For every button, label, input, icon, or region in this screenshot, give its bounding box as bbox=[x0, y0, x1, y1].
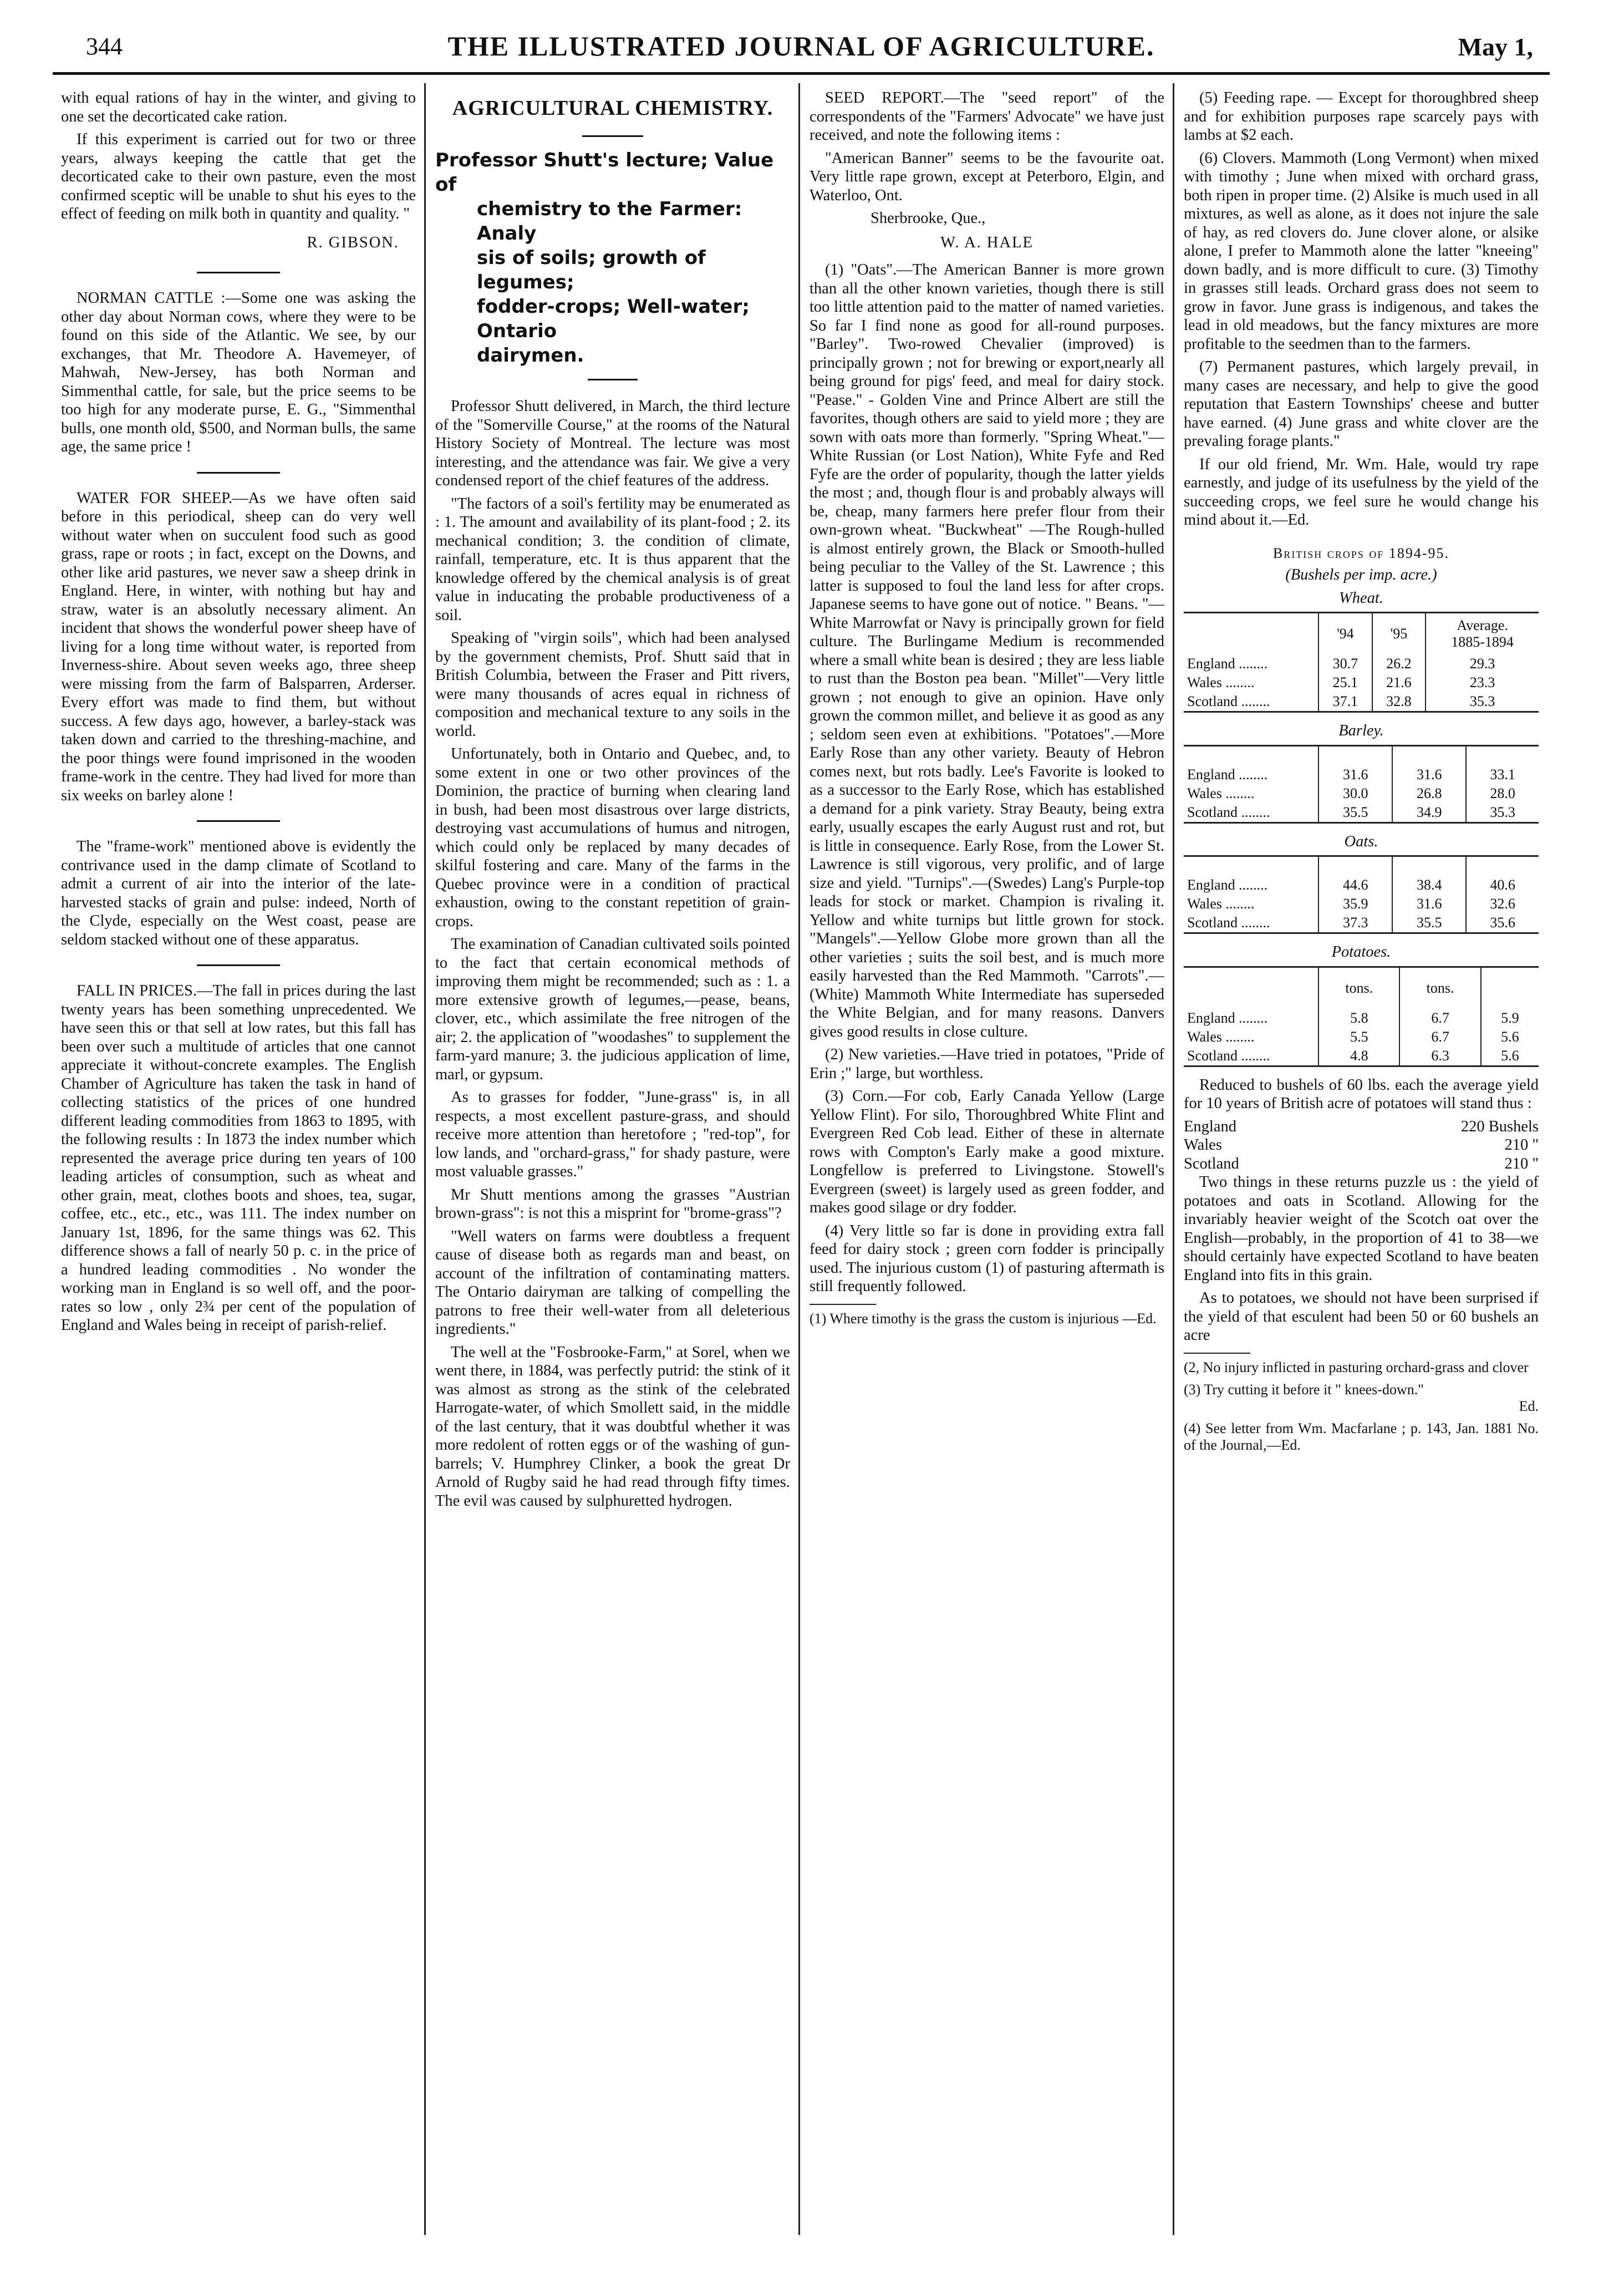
separator bbox=[197, 820, 280, 822]
value-cell: 4.8 bbox=[1318, 1047, 1399, 1066]
table-row bbox=[1184, 654, 1539, 673]
country-cell: England ........ bbox=[1187, 1009, 1268, 1026]
table-header-row bbox=[1184, 745, 1539, 765]
list-item: England 220 Bushels bbox=[1184, 1117, 1539, 1135]
footnote-rule bbox=[810, 1304, 876, 1305]
table-header-row bbox=[1184, 856, 1539, 876]
separator bbox=[197, 964, 280, 966]
column-1 bbox=[61, 89, 416, 2252]
crop-table bbox=[1184, 612, 1539, 713]
value-cell: 5.6 bbox=[1481, 1028, 1539, 1047]
column-rule bbox=[798, 83, 800, 2235]
paragraph: "American Banner" seems to be the favourite oat. Very little rape grown, except at Peterboro, Elgin, and Waterloo, Ont. bbox=[810, 149, 1164, 204]
table-header-cell bbox=[1184, 745, 1318, 765]
table-header-cell bbox=[1318, 745, 1392, 765]
column-rule bbox=[1173, 83, 1174, 2235]
country-cell: Wales ........ bbox=[1187, 896, 1255, 912]
value-cell: 38.4 bbox=[1392, 876, 1466, 895]
value-cell: 35.5 bbox=[1392, 913, 1466, 933]
value-cell: 21.6 bbox=[1372, 673, 1426, 692]
column-2 bbox=[435, 89, 790, 2252]
potato-yield-list bbox=[1184, 1117, 1539, 1174]
country-cell: England ........ bbox=[1187, 656, 1268, 672]
paragraph: (1) "Oats".—The American Banner is more grown than all the other known varieties, though there is still too little attention paid to the matter of named varieties. So far I find none as good for all-round purposes. "Barley". Two-rowed Chevalier (improved) is principally grown ; not for brewing or export,nearly all being ground for pigs' feed, and meal for dairy stock. "Pease." - Golden Vine and Prince Albert are still the favorites, though others are said to yield more ; they are sown with oats more than formerly. "Spring Wheat."—White Russian (or Lost Nation), White Fyfe and Red Fyfe are the order of popularity, though the latter yields the most ; and, though flour is and probably always will be, cheap, many farmers here prefer flour from their own-grown wheat. "Buckwheat" —The Rough-hulled is almost entirely grown, the Black or Smooth-hulled being peculiar to the Valley of the St. Lawrence ; this latter is supposed to foul the land less for after crops. Japanese seems to have gone out of notice. " Beans. "—White Marrowfat or Navy is principally grown for field culture. The Burlingame Medium is recommended where a small white bean is desired ; they are less liable to rust than the Boston pea bean. "Millet"—Very little grown ; not enough to give an opinion. Have only grown the common millet, and believe it as good as any ; seldom seen even at exhibitions. "Potatoes".—More Early Rose than any other variety. Beauty of Hebron comes next, but rots badly. Lee's Favorite is looked to as a successor to the Early Rose, which has established a demand for a pink variety. Stray Beauty, being extra early, usually escapes the early August rust and rot, but is little in consequence. Early Rose, from the Lower St. Lawrence is still vigorous, very prolific, and of large size and yield. "Turnips".—(Swedes) Lang's Purple-top leads for stock or market. Champion is rivaling it. Yellow and white turnips but little grown for stock. "Mangels".—Yellow Globe more grown than all the other varieties ; suits the soil best, and is much more easily harvested than the Red Mammoth. "Carrots".—(White) Mammoth White Intermediate has superseded the White Belgian, and for many reasons. Danvers gives good results in close culture. bbox=[810, 261, 1164, 1040]
table-unit: (Bushels per imp. acre.) bbox=[1285, 566, 1437, 583]
value-cell: 6.7 bbox=[1399, 1028, 1480, 1047]
crop-name: Oats. bbox=[1344, 832, 1378, 850]
table-header-cell: Average. 1885-1894 bbox=[1426, 613, 1539, 655]
country-cell: Scotland ........ bbox=[1187, 804, 1270, 820]
value-cell: 31.6 bbox=[1392, 895, 1466, 913]
table-header-cell: '95 bbox=[1372, 613, 1426, 655]
article-frame-work: The "frame-work" mentioned above is evidently the contrivance used in the damp climate of Scotland to admit a current of air into the interior of the late-harvested stacks of grain and pulse: indeed, North of the Clyde, especially on the West coast, pease are seldom stacked without one of these apparatus. bbox=[61, 838, 416, 948]
paragraph: Professor Shutt delivered, in March, the third lecture of the "Somerville Course," at the rooms of the Natural History Society of Montreal. The lecture was most interesting, and the attendance was fair. We give a very condensed report of the chief features of the address. bbox=[435, 398, 790, 489]
value-cell: 5.8 bbox=[1318, 1009, 1399, 1028]
dateline: Sherbrooke, Que., bbox=[870, 210, 986, 227]
value-cell: 5.9 bbox=[1481, 1009, 1539, 1028]
paragraph: Mr Shutt mentions among the grasses "Austrian brown-grass": is not this a misprint for "brome-grass"? bbox=[435, 1186, 790, 1222]
newspaper-page bbox=[53, 22, 1550, 2274]
value-cell: 28.0 bbox=[1466, 784, 1539, 803]
country-cell: England ........ bbox=[1187, 877, 1268, 893]
table-header-cell bbox=[1392, 856, 1466, 876]
table-row bbox=[1184, 803, 1539, 823]
table-header-cell bbox=[1392, 745, 1466, 765]
table-row bbox=[1184, 765, 1539, 784]
value-cell: 35.5 bbox=[1318, 803, 1392, 823]
crop-name: Wheat. bbox=[1339, 589, 1383, 607]
value-cell: 30.7 bbox=[1318, 654, 1372, 673]
table-header-row bbox=[1184, 967, 1539, 1009]
section-heading: AGRICULTURAL CHEMISTRY. bbox=[452, 96, 773, 120]
table-row bbox=[1184, 895, 1539, 913]
footnote: (1) Where timothy is the grass the custom is injurious —Ed. bbox=[810, 1310, 1157, 1327]
country-cell: Scotland ........ bbox=[1187, 915, 1270, 931]
paragraph: Speaking of "virgin soils", which had been analysed by the government chemists, Prof. Shutt said that in British Columbia, between the Fraser and Pitt rivers, were many thousands of acres equal in richness of composition and mechanical texture to any soils in the world. bbox=[435, 629, 790, 740]
country-cell: Scotland ........ bbox=[1187, 1047, 1270, 1064]
paragraph: (2) New varieties.—Have tried in potatoes, "Pride of Erin ;" large, but worthless. bbox=[810, 1046, 1164, 1082]
paragraph: If our old friend, Mr. Wm. Hale, would try rape earnestly, and judge of its usefulness by the yield of the succeeding crops, we feel sure he would change his mind about it.—Ed. bbox=[1184, 455, 1539, 529]
separator bbox=[582, 135, 643, 137]
value-cell: 31.6 bbox=[1392, 765, 1466, 784]
table-row bbox=[1184, 784, 1539, 803]
paragraph: As to grasses for fodder, "June-grass" is, in all respects, a most excellent pasture-grass, and should receive more attention than heretofore ; "red-top", for low lands, and "orchard-grass," for shady pasture, were most valuable grasses." bbox=[435, 1089, 790, 1180]
crop-yield-tables bbox=[1184, 589, 1539, 1067]
value-cell: 31.6 bbox=[1318, 765, 1392, 784]
paragraph: If this experiment is carried out for two or three years, always keeping the cattle that get the decorticated cake to their own pasture, even the most confirmed sceptic will be unable to shut his eyes to the effect of feeding on milk both in quantity and quality. " bbox=[61, 131, 416, 222]
page-header bbox=[53, 22, 1550, 75]
value-cell: 23.3 bbox=[1426, 673, 1539, 692]
paragraph: (7) Permanent pastures, which largely prevail, in many cases are necessary, and help to give the good reputation that Eastern Townships' cheese and butter have earned. (4) June grass and white clover are the prevaling forage plants." bbox=[1184, 358, 1539, 450]
separator bbox=[588, 379, 638, 380]
table-header-row bbox=[1184, 613, 1539, 655]
table-row bbox=[1184, 1047, 1539, 1066]
table-row bbox=[1184, 673, 1539, 692]
article-subheading: Professor Shutt's lecture; Value of chemistry to the Farmer: Analy sis of soils; growth of legumes; fodder-crops; Well-water; Ontario dairymen. bbox=[435, 149, 774, 367]
value-cell: 5.5 bbox=[1318, 1028, 1399, 1047]
country-cell: England ........ bbox=[1187, 766, 1268, 783]
column-3 bbox=[810, 89, 1164, 2252]
table-header-cell: tons. bbox=[1399, 967, 1480, 1009]
paragraph: The well at the "Fosbrooke-Farm," at Sorel, when we went there, in 1884, was perfectly putrid: the stink of it was almost as strong as the stink of the celebrated Harrogate-water, of which Smollett said, in the middle of the last century, that it was doubtful whether it was more redolent of rotten eggs or of the washing of gun-barrels; V. Humphrey Clinker, a book the great Dr Arnold of Rugby said he had read through fifty times. The evil was caused by sulphuretted hydrogen. bbox=[435, 1343, 790, 1510]
paragraph: (3) Corn.—For cob, Early Canada Yellow (Large Yellow Flint). For silo, Thoroughbred White Flint and Evergreen Red Cob lead. Either of these in alternate rows with Compton's Early make a good mixture. Longfellow is preferred to Livingstone. Stowell's Evergreen (sweet) is largely used as green fodder, and makes good silage or dry fodder. bbox=[810, 1088, 1164, 1216]
crop-table bbox=[1184, 745, 1539, 824]
article-water-for-sheep: WATER FOR SHEEP.—As we have often said before in this periodical, sheep can do very well without water when on succulent food such as good grass, rape or roots ; in fact, except on the Downs, and other like arid pastures, we never saw a sheep drink in England. Here, in winter, with nothing but hay and straw, water is an absolutly necessary aliment. An incident that shows the wonderful power sheep have of living for a long time without water, is reported from Inverness-shire. About seven weeks ago, three sheep were missing from the farm of Balsparren, Arderser. Every effort was made to find them, but without success. A few days ago, however, a barley-stack was taken down and carried to the threshing-machine, and the poor things were found imprisoned in the wooden frame-work in the centre. They had lived for more than six weeks on barley alone ! bbox=[61, 489, 416, 804]
value-cell: 6.7 bbox=[1399, 1009, 1480, 1028]
value-cell: 30.0 bbox=[1318, 784, 1392, 803]
table-title: British crops of 1894-95. bbox=[1272, 545, 1450, 561]
value-cell: 35.3 bbox=[1426, 692, 1539, 712]
article-norman-cattle: NORMAN CATTLE :—Some one was asking the other day about Norman cows, where they were to be found on this side of the Atlantic. We see, by our exchanges, that Mr. Theodore A. Havemeyer, of Mahwah, New-Jersey, has both Norman and Simmenthal cattle, for sale, but the price seems to be too high for any moderate purse, E. G., "Simmenthal bulls, one month old, $500, and Norman bulls, the same age, the same price ! bbox=[61, 289, 416, 455]
value-cell: 29.3 bbox=[1426, 654, 1539, 673]
paragraph: (6) Clovers. Mammoth (Long Vermont) when mixed with timothy ; June when mixed with orchard grass, both ripen in proper time. (2) Alsike is much used in all mixtures, as well as alone, as it does not injure the sale of hay, as red clovers do. June clover alone, or alsike alone, I prefer to Mammoth alone the latter "kneeing" down badly, and is more difficult to cure. (3) Timothy in grasses still leads. Orchard grass does not seem to grow in favor. June grass is indigenous, and takes the lead in old meadows, but the fancy mixtures are more profitable to the seedmen than to the farmers. bbox=[1184, 149, 1539, 353]
country-cell: Wales ........ bbox=[1187, 1028, 1255, 1045]
value-cell: 32.8 bbox=[1372, 692, 1426, 712]
paragraph: (4) Very little so far is done in providing extra fall feed for dairy stock ; green corn fodder is principally used. The injurious custom (1) of pasturing aftermath is still frequently followed. bbox=[810, 1222, 1164, 1295]
paragraph: Unfortunately, both in Ontario and Quebec, and, to some extent in one or two other provinces of the Dominion, the practice of burning when clearing land in bush, had been most disastrous over large districts, destroying vast accumulations of humus and nitrogen, which could only be replaced by many decades of skilful fostering and care. Many of the farms in the Quebec province were in a condition of practical exhaustion, owing to the constant repetition of grain-crops. bbox=[435, 745, 790, 930]
crop-table bbox=[1184, 855, 1539, 934]
table-header-cell: '94 bbox=[1318, 613, 1372, 655]
value-cell: 25.1 bbox=[1318, 673, 1372, 692]
value-cell: 37.1 bbox=[1318, 692, 1372, 712]
value-cell: 34.9 bbox=[1392, 803, 1466, 823]
crop-table bbox=[1184, 966, 1539, 1067]
table-row bbox=[1184, 1028, 1539, 1047]
paragraph: with equal rations of hay in the winter, and giving to one set the decorticated cake ration. bbox=[61, 89, 416, 125]
table-row bbox=[1184, 913, 1539, 933]
separator bbox=[197, 472, 280, 474]
value-cell: 32.6 bbox=[1466, 895, 1539, 913]
table-header-cell bbox=[1184, 856, 1318, 876]
paragraph: (5) Feeding rape. — Except for thoroughbred sheep and for exhibition purposes rape scarcely pays with lambs at $2 each. bbox=[1184, 89, 1539, 144]
country-cell: Scotland ........ bbox=[1187, 693, 1270, 709]
paragraph: As to potatoes, we should not have been surprised if the yield of that esculent had been 50 or 60 bushels an acre bbox=[1184, 1289, 1539, 1344]
table-row bbox=[1184, 876, 1539, 895]
value-cell: 26.2 bbox=[1372, 654, 1426, 673]
table-header-cell bbox=[1481, 967, 1539, 1009]
value-cell: 6.3 bbox=[1399, 1047, 1480, 1066]
article-fall-in-prices: FALL IN PRICES.—The fall in prices during the last twenty years has been something unprecedented. We have seen this or that sell at low rates, but this fall has been over such a multitude of articles that one cannot appreciate it without-concrete examples. The English Chamber of Agriculture has taken the task in hand of collecting statistics of the prices of one hundred different leading commodities from 1863 to 1895, with the following results : In 1873 the index number which represented the average price during ten years of 100 leading articles of consumption, such as wheat and other grain, meat, clothes boots and shoes, tea, sugar, coffee, etc., etc., etc., was 111. The index number on January 1st, 1896, for the same things was 62. This difference shows a fall of nearly 50 p. c. in the price of a hundred leading commodities . No wonder the working man in England is so well off, and the poor-rates so low , only 2¾ per cent of the population of England and Wales being in receipt of parish-relief. bbox=[61, 982, 416, 1334]
paragraph: "The factors of a soil's fertility may be enumerated as : 1. The amount and availability of its plant-food ; 2. its mechanical condition; 3. the condition of climate, rainfall, temperature, etc. It is thus apparent that the knowledge offered by the chemical analysis is of great value in inducating the probable productiveness of a soil. bbox=[435, 495, 790, 624]
table-header-cell bbox=[1184, 613, 1318, 655]
page-number: 344 bbox=[86, 33, 123, 60]
issue-date: May 1, bbox=[1458, 33, 1533, 61]
column-4 bbox=[1184, 89, 1539, 2252]
table-header-cell: tons. bbox=[1318, 967, 1399, 1009]
footnote-rule bbox=[1184, 1353, 1250, 1354]
paragraph: "Well waters on farms were doubtless a frequent cause of disease both as regards man and beast, on account of the infiltration of contaminating matters. The Ontario dairyman are talking of compelling the patrons to free their well-water from all deleterious ingredients." bbox=[435, 1227, 790, 1338]
table-header-cell bbox=[1466, 856, 1539, 876]
journal-title: THE ILLUSTRATED JOURNAL OF AGRICULTURE. bbox=[447, 31, 1155, 62]
country-cell: Wales ........ bbox=[1187, 785, 1255, 801]
paragraph: Reduced to bushels of 60 lbs. each the average yield for 10 years of British acre of potatoes will stand thus : bbox=[1184, 1076, 1539, 1112]
paragraph: The examination of Canadian cultivated soils pointed to the fact that certain economical methods of improving them might be recommended; such as : 1. a more extensive growth of legumes,—pease, beans, clover, etc., which assimilate the free nitrogen of the air; 2. the application of "woodashes" to supplement the farm-yard manure; 3. the judicious application of lime, marl, or gypsum. bbox=[435, 936, 790, 1083]
table-row bbox=[1184, 692, 1539, 712]
table-header-cell bbox=[1466, 745, 1539, 765]
value-cell: 35.9 bbox=[1318, 895, 1392, 913]
table-header-cell bbox=[1318, 856, 1392, 876]
value-cell: 26.8 bbox=[1392, 784, 1466, 803]
value-cell: 35.3 bbox=[1466, 803, 1539, 823]
crop-name: Potatoes. bbox=[1331, 943, 1391, 961]
value-cell: 35.6 bbox=[1466, 913, 1539, 933]
table-header-cell bbox=[1184, 967, 1318, 1009]
signature: R. GIBSON. bbox=[307, 233, 399, 251]
table-row bbox=[1184, 1009, 1539, 1028]
value-cell: 33.1 bbox=[1466, 765, 1539, 784]
value-cell: 40.6 bbox=[1466, 876, 1539, 895]
country-cell: Wales ........ bbox=[1187, 674, 1255, 690]
list-item: Wales 210 " bbox=[1184, 1136, 1539, 1154]
value-cell: 44.6 bbox=[1318, 876, 1392, 895]
column-rule bbox=[424, 83, 426, 2235]
value-cell: 5.6 bbox=[1481, 1047, 1539, 1066]
footnotes: (2, No injury inflicted in pasturing orchard-grass and clover (3) Try cutting it before it " knees-down." Ed. (4) See letter from Wm. Macfarlane ; p. 143, Jan. 1881 No. of the Journal,—Ed. bbox=[1184, 1359, 1539, 1453]
value-cell: 37.3 bbox=[1318, 913, 1392, 933]
separator bbox=[197, 272, 280, 273]
list-item: Scotland 210 " bbox=[1184, 1155, 1539, 1172]
paragraph: Two things in these returns puzzle us : the yield of potatoes and oats in Scotland. Allowing for the invariably heavier weight of the Scotch oat over the English—probably, in the proportion of 41 to 38—we should certainly have expected Scotland to have beaten England into fits in this grain. bbox=[1184, 1174, 1539, 1284]
author-name: W. A. HALE bbox=[940, 233, 1034, 251]
crop-name: Barley. bbox=[1338, 722, 1384, 739]
article-seed-report: SEED REPORT.—The "seed report" of the correspondents of the "Farmers' Advocate" we have just received, and note the following items : bbox=[810, 89, 1164, 144]
